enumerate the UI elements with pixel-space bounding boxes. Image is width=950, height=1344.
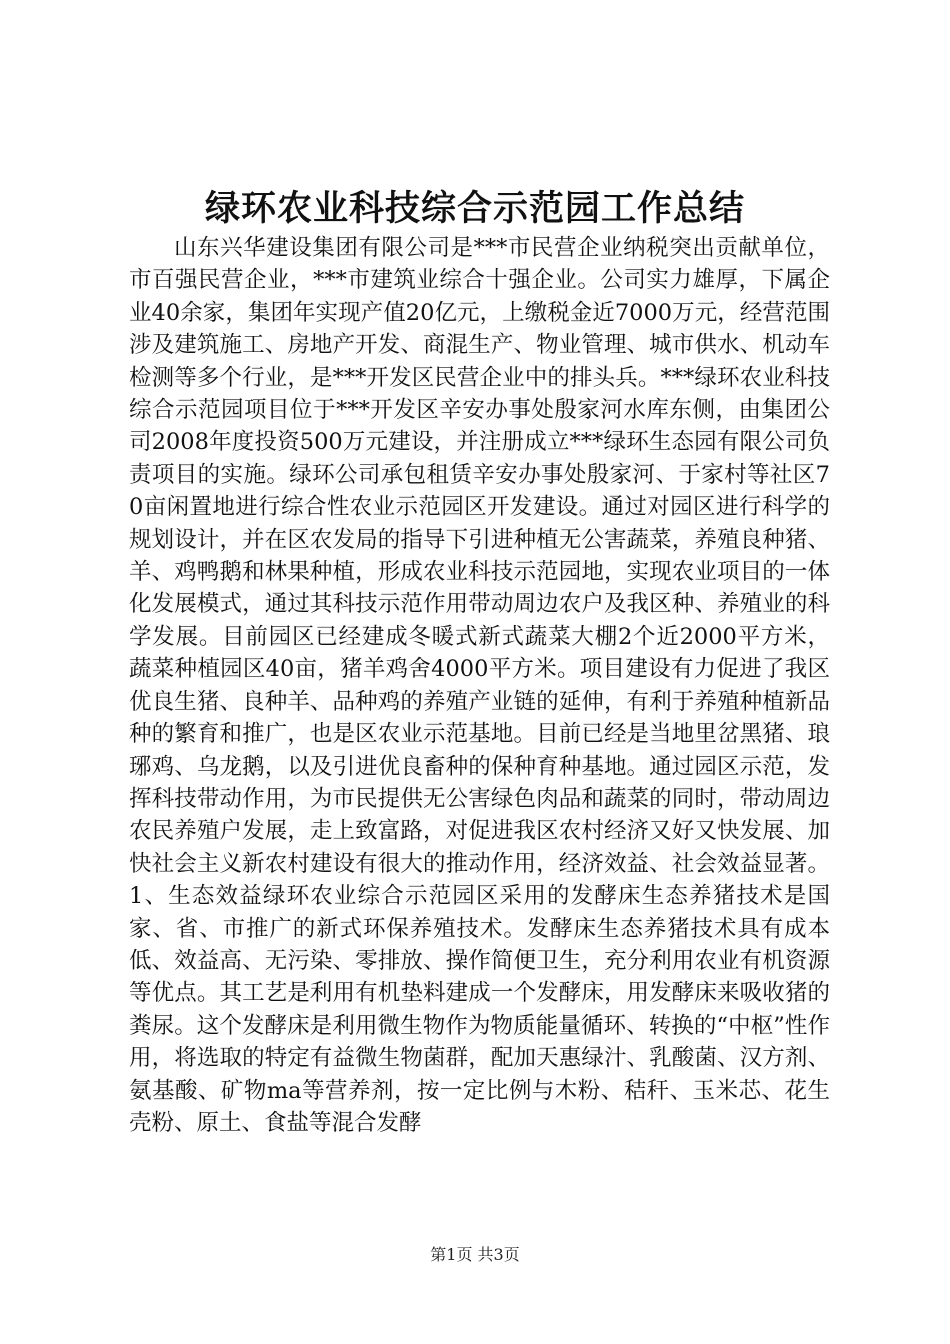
document-title: 绿环农业科技综合示范园工作总结 (204, 188, 745, 229)
body-paragraph: 山东兴华建设集团有限公司是***市民营企业纳税突出贡献单位，市百强民营企业，***市建筑业综合十强企业。公司实力雄厚，下属企业40余家，集团年实现产值20亿元，上缴税金近7000万元，经营范围涉及建筑施工、房地产开发、商混生产、物业管理、城市供水、机动车检测等多个行业，是***开发区民营企业中的排头兵。***绿环农业科技综合示范园项目位于***开发区辛安办事处殷家河水库东侧，由集团公司2008年度投资500万元建设，并注册成立***绿环生态园有限公司负责项目的实施。绿环公司承包租赁辛安办事处殷家河、于家村等社区70亩闲置地进行综合性农业示范园区开发建设。通过对园区进行科学的规划设计，并在区农发局的指导下引进种植无公害蔬菜，养殖良种猪、羊、鸡鸭鹅和林果种植，形成农业科技示范园地，实现农业项目的一体化发展模式，通过其科技示范作用带动周边农户及我区种、养殖业的科学发展。目前园区已经建成冬暖式新式蔬菜大棚2个近2000平方米，蔬菜种植园区40亩，猪羊鸡舍4000平方米。项目建设有力促进了我区优良生猪、良种羊、品种鸡的养殖产业链的延伸，有利于养殖种植新品种的繁育和推广，也是区农业示范基地。目前已经是当地里岔黑猪、琅琊鸡、乌龙鹅，以及引进优良畜种的保种育种基地。通过园区示范，发挥科技带动作用，为市民提供无公害绿色肉品和蔬菜的同时，带动周边农民养殖户发展，走上致富路，对促进我区农村经济又好又快发展、加快社会主义新农村建设有很大的推动作用，经济效益、社会效益显著。1、生态效益绿环农业综合示范园区采用的发酵床生态养猪技术是国家、省、市推广的新式环保养殖技术。发酵床生态养猪技术具有成本低、效益高、无污染、零排放、操作简便卫生，充分利用农业有机资源等优点。其工艺是利用有机垫料建成一个发酵床，用发酵床来吸收猪的粪尿。这个发酵床是利用微生物作为物质能量循环、转换的“中枢”性作用，将选取的特定有益微生物菌群，配加天惠绿汁、乳酸菌、汉方剂、氨基酸、矿物ma等营养剂，按一定比例与木粉、秸秆、玉米芯、花生壳粉、原土、食盐等混合发酵 (129, 235, 830, 1136)
page-footer: 第1页 共3页 (430, 1245, 520, 1264)
